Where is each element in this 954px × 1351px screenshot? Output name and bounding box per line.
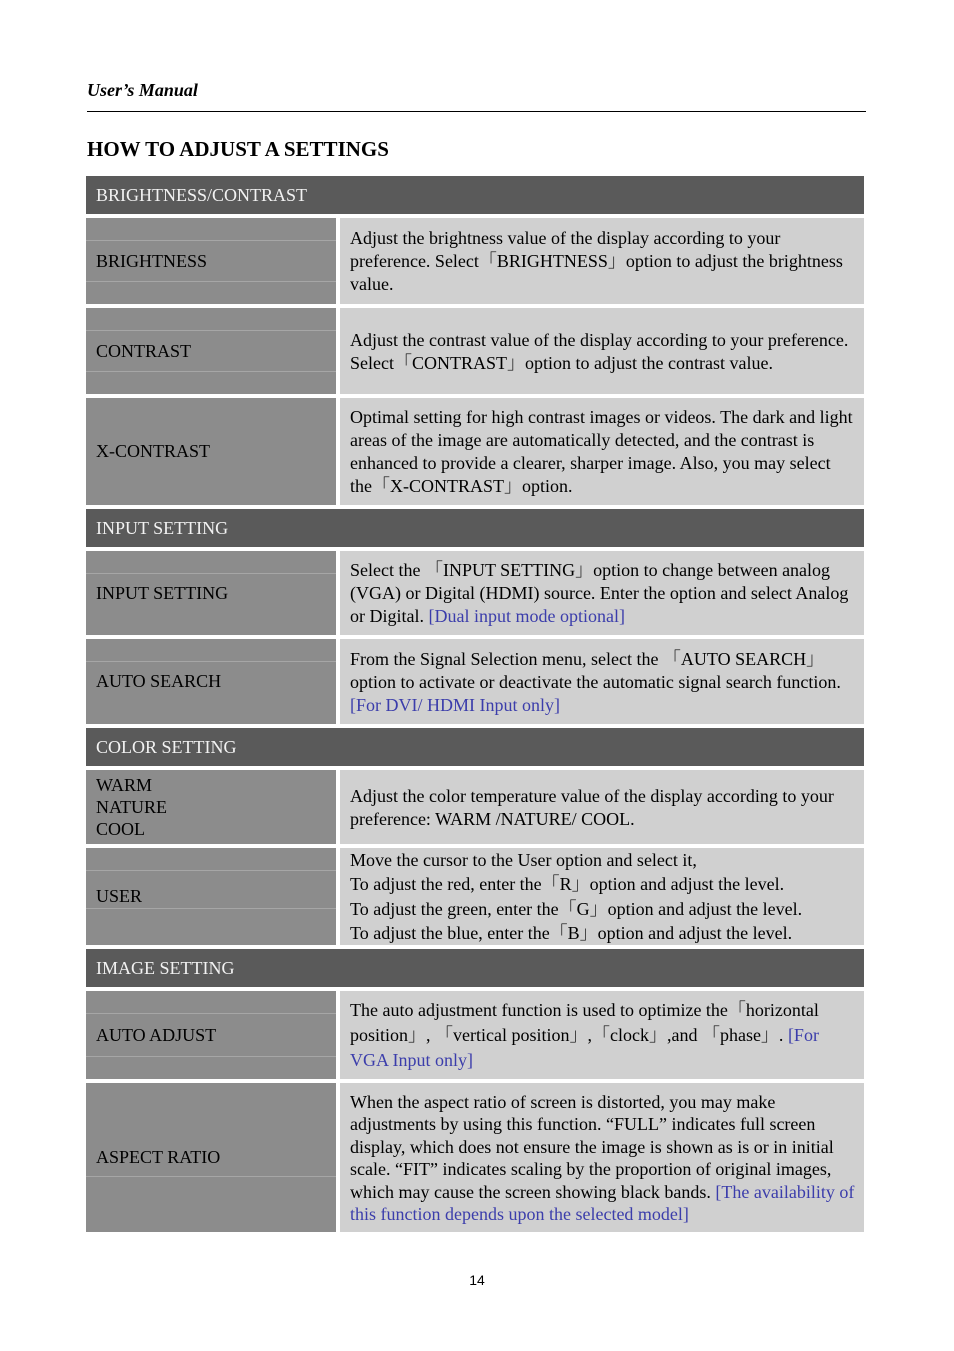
row-label-user	[86, 848, 336, 945]
table-row-color-temp	[86, 770, 864, 844]
row-desc-text: Optimal setting for high contrast images or videos. The dark and light areas of the image are automatically detected, and the contrast is enhanced to provide a clearer, sharper image. Also, you may select the「X-CONTRAST」option.	[350, 407, 853, 496]
table-row-user	[86, 848, 864, 945]
table-row-auto-adjust	[86, 991, 864, 1079]
label-nature: NATURE	[96, 797, 167, 817]
row-label-auto-search	[86, 639, 336, 724]
row-note: [The availability of this function depends upon the selected model]	[350, 1181, 855, 1224]
label-cool: COOL	[96, 819, 145, 839]
row-label-input-setting	[86, 551, 336, 635]
row-note: [For VGA Input only]	[350, 1025, 819, 1070]
page-number: 14	[469, 1272, 485, 1288]
row-desc-input-setting	[340, 551, 864, 635]
row-label-auto-adjust	[86, 991, 336, 1079]
page-title: HOW TO ADJUST A SETTINGS	[87, 137, 389, 161]
row-desc-auto-search	[340, 639, 864, 724]
table-row-x-contrast	[86, 398, 864, 505]
row-label-color-temp	[86, 770, 336, 844]
row-desc-contrast	[340, 308, 864, 394]
row-desc-text: When the aspect ratio of screen is distorted, you may make adjustments by using this function. “FULL” indicates full screen display, which does not ensure the image is shown as is or in initial scale. “FIT” indicates scaling by the proportion of original images, which may cause the screen showing black bands. [The availability of this function depends upon the selected model]	[350, 1091, 855, 1224]
row-label-text: INPUT SETTING	[96, 582, 229, 603]
row-desc-text: From the Signal Selection menu, select the 「AUTO SEARCH」option to activate or deactivate the automatic signal search function. [For DVI/ HDMI Input only]	[350, 648, 841, 715]
row-desc-user	[340, 848, 864, 945]
user-line: Move the cursor to the User option and select it,	[350, 849, 697, 870]
row-desc-color-temp	[340, 770, 864, 844]
manual-header: User’s Manual	[87, 80, 198, 100]
row-desc-text: Adjust the color temperature value of the display according to your preference: WARM /NATURE/ COOL.	[350, 785, 834, 829]
user-line: To adjust the blue, enter the「B」option and adjust the level.	[350, 923, 793, 943]
row-note: [Dual input mode optional]	[428, 606, 625, 626]
header-rule	[87, 111, 866, 112]
section-brightness-contrast: BRIGHTNESS/CONTRAST	[86, 176, 864, 214]
row-desc-auto-adjust	[340, 991, 864, 1079]
label-warm: WARM	[96, 775, 153, 795]
row-label-text: X-CONTRAST	[96, 441, 211, 461]
row-desc-aspect-ratio	[340, 1083, 864, 1232]
section-color-setting: COLOR SETTING	[86, 728, 864, 766]
row-label-text: USER	[96, 886, 143, 906]
row-desc-x-contrast	[340, 398, 864, 505]
row-desc-brightness	[340, 218, 864, 304]
settings-table	[86, 176, 864, 1236]
row-note: [For DVI/ HDMI Input only]	[350, 694, 560, 715]
row-label-aspect-ratio	[86, 1083, 336, 1232]
table-row-contrast	[86, 308, 864, 394]
row-desc-text: Adjust the brightness value of the display according to your preference. Select「BRIGHTNESS」option to adjust the brightness value.	[350, 228, 843, 294]
row-desc-text: The auto adjustment function is used to optimize the「horizontal position」, 「vertical position」,「clock」,and 「phase」. [For VGA Input only]	[350, 1000, 819, 1070]
table-row-aspect-ratio	[86, 1083, 864, 1232]
row-desc-text: Select the 「INPUT SETTING」option to change between analog (VGA) or Digital (HDMI) source. Enter the option and select Analog or Digital. [Dual input mode optional]	[350, 560, 849, 626]
row-label-contrast	[86, 308, 336, 394]
row-label-text: CONTRAST	[96, 340, 192, 361]
table-row-input-setting	[86, 551, 864, 635]
section-image-setting: IMAGE SETTING	[86, 949, 864, 987]
row-label-text: AUTO SEARCH	[96, 671, 222, 691]
row-label-x-contrast	[86, 398, 336, 505]
row-desc-text: Adjust the contrast value of the display according to your preference. Select「CONTRAST」option to adjust the contrast value.	[350, 329, 849, 373]
table-row-brightness	[86, 218, 864, 304]
row-label-brightness	[86, 218, 336, 304]
user-line: To adjust the green, enter the「G」option and adjust the level.	[350, 898, 803, 919]
row-label-text: AUTO ADJUST	[96, 1024, 217, 1045]
section-input-setting: INPUT SETTING	[86, 509, 864, 547]
user-line: To adjust the red, enter the「R」option and adjust the level.	[350, 874, 785, 894]
row-label-text: BRIGHTNESS	[96, 250, 208, 271]
row-label-text: ASPECT RATIO	[96, 1147, 221, 1167]
table-row-auto-search	[86, 639, 864, 724]
